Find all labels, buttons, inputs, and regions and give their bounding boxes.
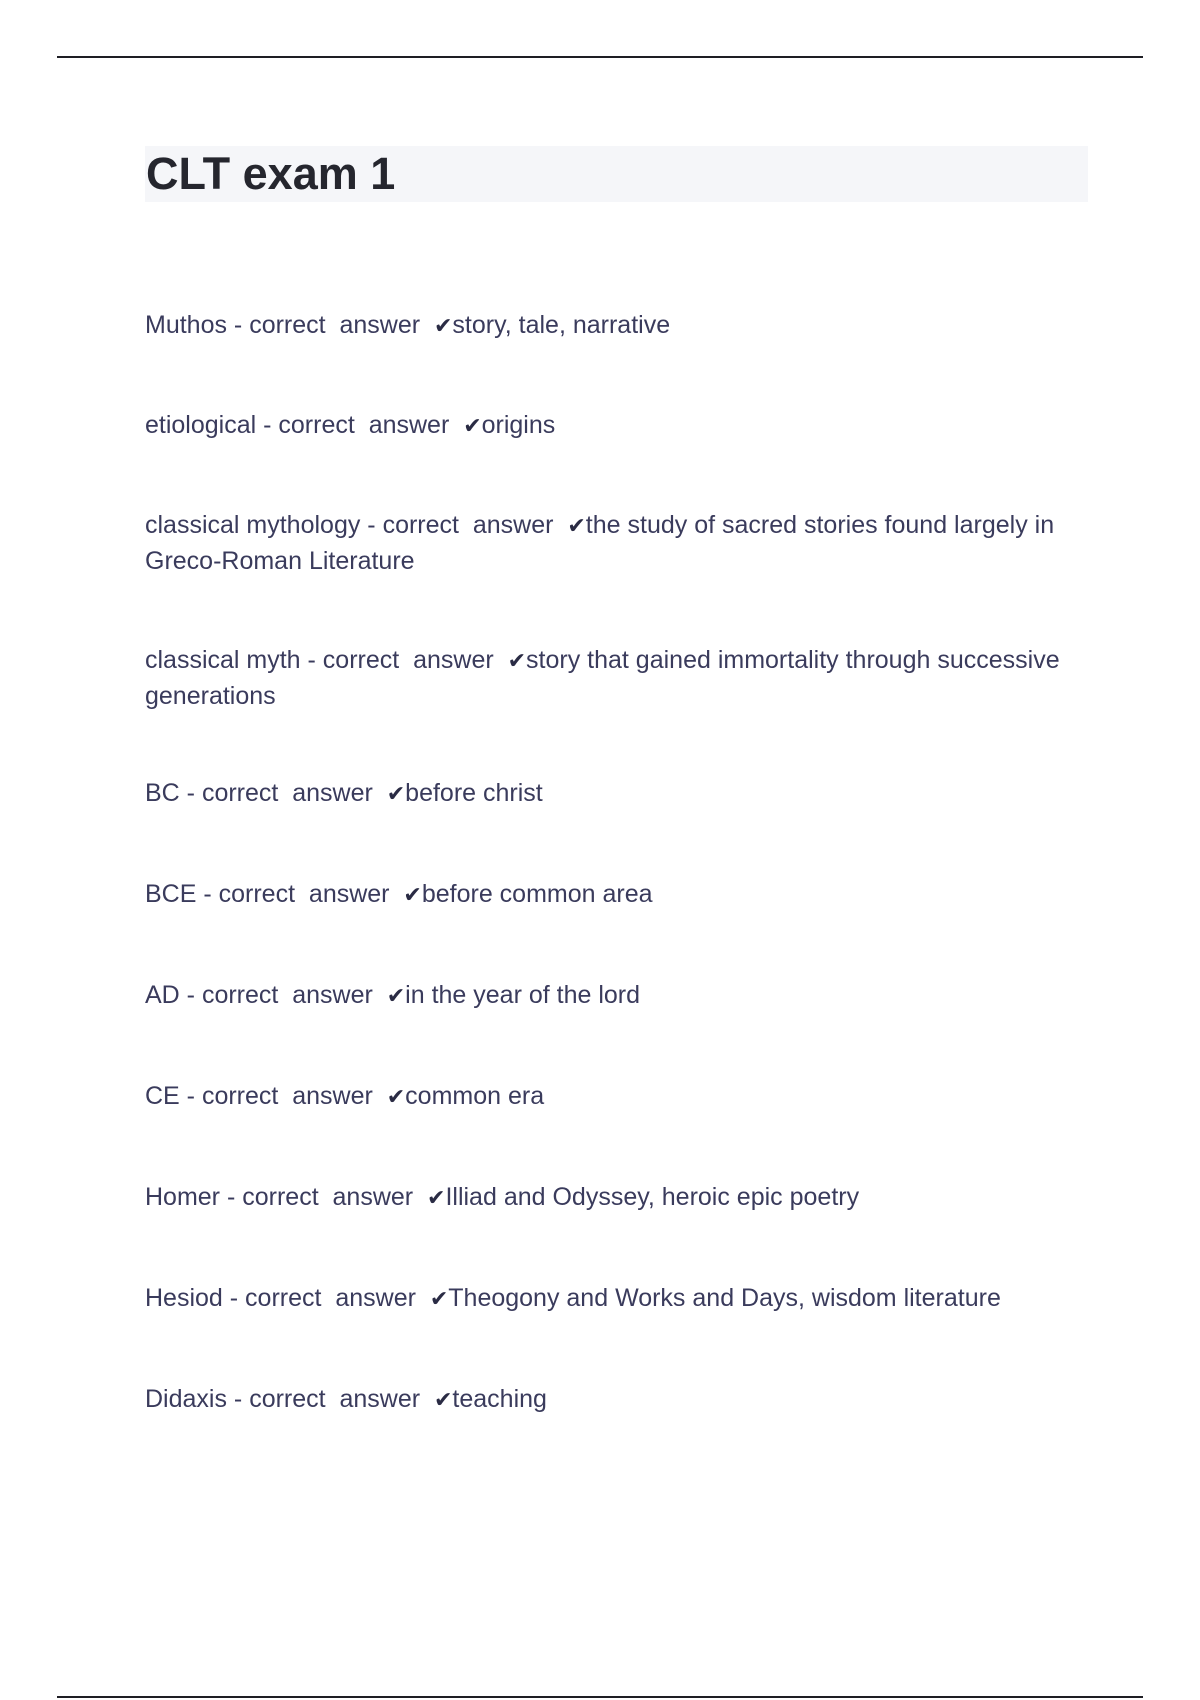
check-icon: ✔: [386, 984, 406, 1009]
list-item: [145, 978, 1088, 1014]
list-item: [145, 1180, 1088, 1216]
list-item: [145, 308, 1088, 344]
top-rule: [57, 56, 1143, 58]
term: classical myth: [145, 646, 301, 674]
term: Hesiod: [145, 1284, 223, 1312]
answer: the study of sacred stories found largely in Greco-Roman Literature: [145, 511, 1055, 575]
answer: origins: [481, 411, 556, 439]
separator: - correct answer: [179, 1082, 387, 1110]
separator: - correct answer: [220, 1183, 428, 1211]
term: etiological: [145, 411, 257, 439]
check-icon: ✔: [567, 514, 586, 539]
separator: - correct answer: [226, 1385, 434, 1413]
list-item: [145, 1382, 1088, 1418]
term: CE: [145, 1082, 180, 1110]
separator: - correct answer: [179, 779, 387, 807]
list-item: [145, 1281, 1088, 1317]
answer: Theogony and Works and Days, wisdom literature: [448, 1284, 1001, 1312]
term: Muthos: [145, 311, 227, 339]
answer: before common area: [421, 880, 653, 908]
title-band: [145, 146, 1088, 202]
answer: story that gained immortality through successive generations: [145, 646, 1060, 710]
check-icon: ✔: [386, 1085, 406, 1110]
list-item: [145, 408, 1088, 444]
check-icon: ✔: [429, 1287, 449, 1312]
answer: story, tale, narrative: [452, 311, 671, 339]
check-icon: ✔: [433, 1388, 453, 1413]
term: BCE: [145, 880, 197, 908]
bottom-rule: [57, 1696, 1143, 1698]
check-icon: ✔: [386, 782, 406, 807]
separator: - correct answer: [222, 1284, 430, 1312]
list-item: [145, 508, 1088, 578]
separator: - correct answer: [300, 646, 508, 674]
separator: - correct answer: [196, 880, 404, 908]
list-item: [145, 776, 1088, 812]
document-body: [145, 146, 1088, 1413]
answer: common era: [405, 1082, 545, 1110]
separator: - correct answer: [256, 411, 464, 439]
term: classical mythology: [145, 511, 361, 539]
list-item: [145, 643, 1088, 713]
answer: before christ: [405, 779, 543, 807]
separator: - correct answer: [360, 511, 568, 539]
list-item: [145, 1079, 1088, 1115]
page-title: CLT exam 1: [146, 148, 396, 199]
term: BC: [145, 779, 180, 807]
separator: - correct answer: [226, 311, 434, 339]
check-icon: ✔: [433, 314, 453, 339]
separator: - correct answer: [179, 981, 387, 1009]
term: AD: [145, 981, 180, 1009]
term: Homer: [145, 1183, 221, 1211]
answer: Illiad and Odyssey, heroic epic poetry: [445, 1183, 860, 1211]
answer: teaching: [452, 1385, 547, 1413]
list-item: [145, 877, 1088, 913]
check-icon: ✔: [427, 1186, 446, 1211]
check-icon: ✔: [403, 883, 422, 908]
term: Didaxis: [145, 1385, 227, 1413]
check-icon: ✔: [463, 414, 482, 439]
check-icon: ✔: [507, 649, 527, 674]
answer: in the year of the lord: [405, 981, 641, 1009]
